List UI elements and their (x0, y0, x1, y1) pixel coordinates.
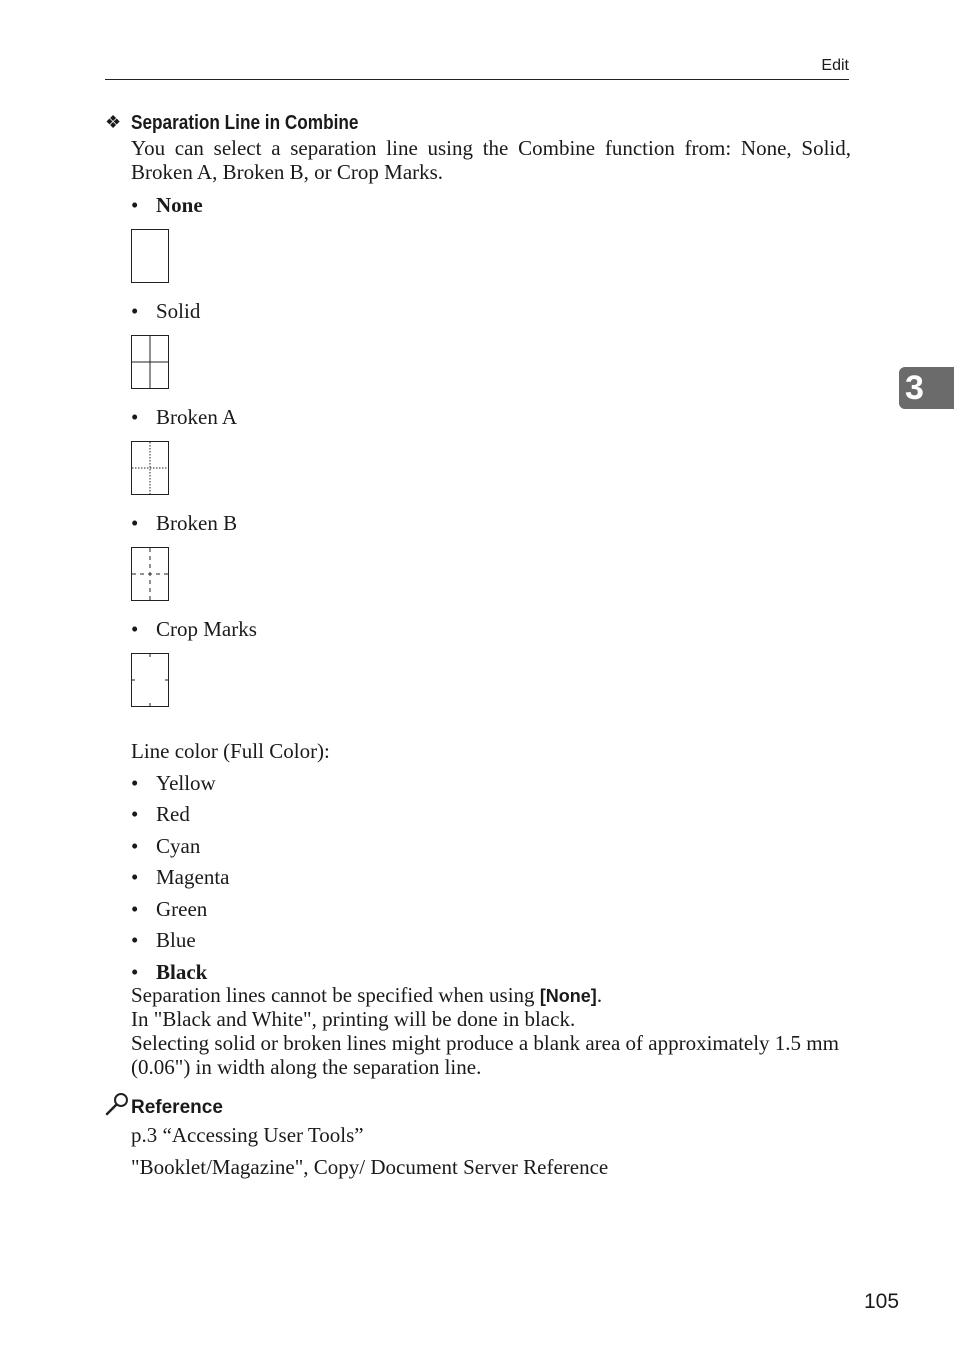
broken-a-diagram (131, 441, 169, 495)
broken-b-diagram (131, 547, 169, 601)
none-key-label: [None] (539, 986, 597, 1006)
page-number: 105 (864, 1290, 900, 1313)
section-intro: You can select a separation line using the Combine function from: None, Solid, Broken A, Broken B, or Crop Marks. (131, 136, 851, 184)
color-label: Black (156, 960, 208, 984)
magnifier-icon (104, 1092, 130, 1121)
color-label: Red (156, 802, 190, 826)
solid-diagram (131, 335, 169, 389)
chapter-tab (899, 367, 954, 409)
note-none-period: . (596, 983, 603, 1007)
diamond-bullet-icon: ❖ (105, 112, 122, 132)
note-black-white: In "Black and White", printing will be done in black. (131, 1007, 576, 1031)
option-label: Broken A (156, 405, 238, 429)
color-label: Blue (156, 928, 196, 952)
option-label: Solid (156, 299, 201, 323)
bullet-icon: • (131, 405, 139, 429)
reference-link-user-tools[interactable]: p.3 “Accessing User Tools” (131, 1123, 364, 1147)
bullet-icon: • (131, 960, 139, 984)
reference-title: Reference (131, 1097, 223, 1118)
bullet-icon: • (131, 802, 139, 826)
crop-marks-diagram (131, 653, 169, 707)
line-color-heading: Line color (Full Color): (131, 739, 330, 763)
bullet-icon: • (131, 865, 139, 889)
note-none (131, 983, 851, 1008)
color-label: Green (156, 897, 208, 921)
option-label: Broken B (156, 511, 238, 535)
chapter-number: 3 (905, 369, 924, 407)
option-label: None (156, 193, 203, 217)
note-none-text: Separation lines cannot be specified when using (131, 983, 540, 1007)
bullet-icon: • (131, 897, 139, 921)
color-label: Yellow (156, 771, 216, 795)
bullet-icon: • (131, 193, 139, 217)
section-title: Separation Line in Combine (131, 112, 359, 134)
bullet-icon: • (131, 834, 139, 858)
color-label: Magenta (156, 865, 230, 889)
bullet-icon: • (131, 299, 139, 323)
color-label: Cyan (156, 834, 201, 858)
none-diagram (131, 229, 169, 283)
bullet-icon: • (131, 771, 139, 795)
bullet-icon: • (131, 511, 139, 535)
bullet-icon: • (131, 617, 139, 641)
option-label: Crop Marks (156, 617, 257, 641)
reference-link-booklet[interactable]: "Booklet/Magazine", Copy/ Document Server Reference (131, 1155, 609, 1179)
running-header: Edit (821, 57, 849, 74)
bullet-icon: • (131, 928, 139, 952)
note-blank-area: Selecting solid or broken lines might produce a blank area of approximately 1.5 mm (0.06") in width along the separation line. (131, 1031, 839, 1079)
header-rule (105, 79, 849, 80)
